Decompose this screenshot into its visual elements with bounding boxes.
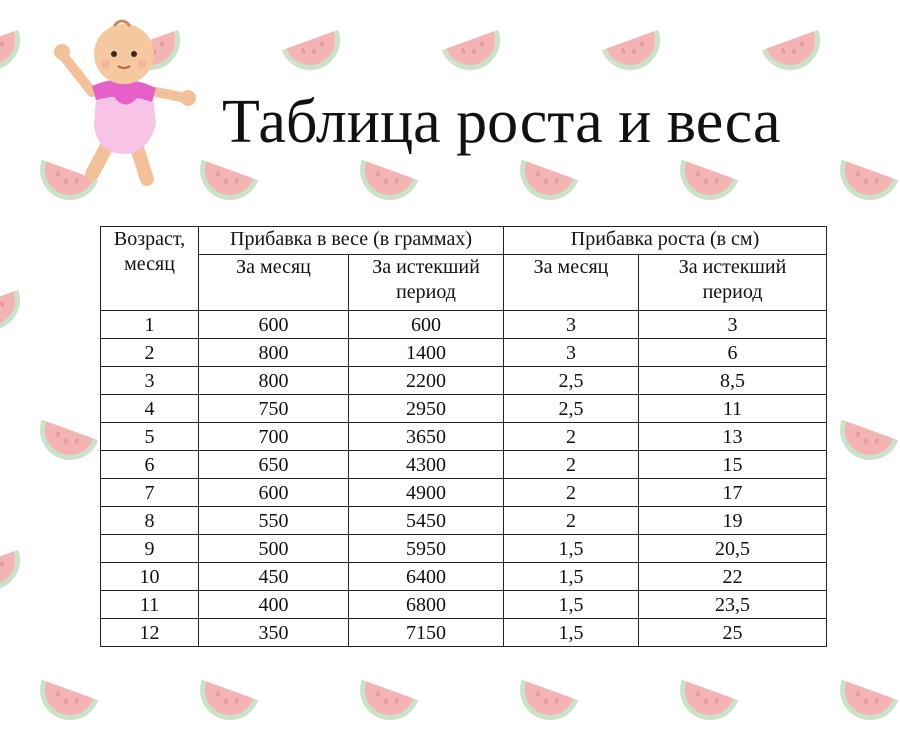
cell-age: 4 (101, 395, 199, 423)
watermelon-slice-icon (352, 680, 419, 729)
cell-weight-per-month: 750 (199, 395, 349, 423)
header-height-cumulative: За истекший период (639, 255, 827, 311)
watermelon-slice-icon (672, 680, 739, 729)
table-row (101, 619, 827, 647)
table-row (101, 395, 827, 423)
cell-weight-cumulative: 3650 (349, 423, 504, 451)
cell-weight-per-month: 650 (199, 451, 349, 479)
header-age: Возраст, месяц (101, 227, 199, 311)
cell-weight-cumulative: 5950 (349, 535, 504, 563)
header-weight-cumulative: За истекший период (349, 255, 504, 311)
watermelon-slice-icon (192, 680, 259, 729)
header-height-per-month: За месяц (504, 255, 639, 311)
cell-height-per-month: 1,5 (504, 591, 639, 619)
table-row (101, 563, 827, 591)
table-row (101, 507, 827, 535)
table-row (101, 591, 827, 619)
cell-height-cumulative: 13 (639, 423, 827, 451)
cell-height-cumulative: 25 (639, 619, 827, 647)
cell-age: 1 (101, 311, 199, 339)
watermelon-slice-icon (0, 290, 28, 339)
cell-age: 8 (101, 507, 199, 535)
header-weight-per-month: За месяц (199, 255, 349, 311)
watermelon-slice-icon (832, 160, 899, 209)
watermelon-slice-icon (282, 30, 349, 79)
cell-age: 12 (101, 619, 199, 647)
cell-height-per-month: 2 (504, 507, 639, 535)
table-row (101, 451, 827, 479)
watermelon-slice-icon (512, 160, 579, 209)
cell-height-cumulative: 3 (639, 311, 827, 339)
growth-weight-table (100, 226, 827, 647)
cell-height-per-month: 2 (504, 423, 639, 451)
cell-weight-cumulative: 6400 (349, 563, 504, 591)
cell-weight-cumulative: 1400 (349, 339, 504, 367)
watermelon-slice-icon (832, 680, 899, 729)
table-row (101, 535, 827, 563)
cell-weight-cumulative: 2950 (349, 395, 504, 423)
watermelon-slice-icon (832, 420, 899, 469)
watermelon-slice-icon (0, 30, 28, 79)
cell-height-per-month: 2 (504, 479, 639, 507)
cell-weight-per-month: 800 (199, 367, 349, 395)
watermelon-slice-icon (672, 160, 739, 209)
cell-weight-per-month: 700 (199, 423, 349, 451)
table-row (101, 367, 827, 395)
cell-weight-per-month: 350 (199, 619, 349, 647)
cell-height-cumulative: 11 (639, 395, 827, 423)
watermelon-slice-icon (602, 30, 669, 79)
watermelon-slice-icon (32, 680, 99, 729)
cell-weight-cumulative: 4300 (349, 451, 504, 479)
baby-icon (52, 14, 202, 189)
page-title: Таблица роста и веса (222, 88, 781, 156)
cell-weight-per-month: 600 (199, 479, 349, 507)
header-height-gain: Прибавка роста (в см) (504, 227, 827, 255)
cell-height-cumulative: 6 (639, 339, 827, 367)
cell-weight-cumulative: 7150 (349, 619, 504, 647)
cell-height-cumulative: 15 (639, 451, 827, 479)
cell-weight-cumulative: 2200 (349, 367, 504, 395)
watermelon-slice-icon (32, 420, 99, 469)
table-row (101, 311, 827, 339)
watermelon-slice-icon (0, 550, 28, 599)
cell-height-per-month: 2,5 (504, 395, 639, 423)
cell-weight-cumulative: 600 (349, 311, 504, 339)
cell-height-per-month: 3 (504, 311, 639, 339)
cell-age: 2 (101, 339, 199, 367)
watermelon-slice-icon (512, 680, 579, 729)
table-row (101, 479, 827, 507)
cell-height-per-month: 2,5 (504, 367, 639, 395)
cell-height-cumulative: 23,5 (639, 591, 827, 619)
table-row (101, 339, 827, 367)
watermelon-slice-icon (762, 30, 829, 79)
table-row (101, 423, 827, 451)
cell-age: 10 (101, 563, 199, 591)
growth-weight-table-container (100, 226, 826, 642)
cell-height-cumulative: 20,5 (639, 535, 827, 563)
cell-weight-per-month: 800 (199, 339, 349, 367)
cell-weight-per-month: 550 (199, 507, 349, 535)
cell-height-per-month: 3 (504, 339, 639, 367)
cell-height-cumulative: 19 (639, 507, 827, 535)
watermelon-slice-icon (352, 160, 419, 209)
cell-age: 9 (101, 535, 199, 563)
cell-age: 11 (101, 591, 199, 619)
cell-height-per-month: 1,5 (504, 619, 639, 647)
cell-weight-per-month: 600 (199, 311, 349, 339)
cell-weight-per-month: 400 (199, 591, 349, 619)
cell-weight-per-month: 450 (199, 563, 349, 591)
cell-weight-cumulative: 4900 (349, 479, 504, 507)
cell-height-cumulative: 22 (639, 563, 827, 591)
cell-age: 6 (101, 451, 199, 479)
cell-age: 5 (101, 423, 199, 451)
cell-height-cumulative: 8,5 (639, 367, 827, 395)
cell-height-per-month: 1,5 (504, 535, 639, 563)
cell-weight-cumulative: 6800 (349, 591, 504, 619)
cell-age: 7 (101, 479, 199, 507)
cell-weight-cumulative: 5450 (349, 507, 504, 535)
cell-height-cumulative: 17 (639, 479, 827, 507)
cell-height-per-month: 2 (504, 451, 639, 479)
watermelon-slice-icon (442, 30, 509, 79)
header-weight-gain: Прибавка в весе (в граммах) (199, 227, 504, 255)
cell-height-per-month: 1,5 (504, 563, 639, 591)
cell-age: 3 (101, 367, 199, 395)
cell-weight-per-month: 500 (199, 535, 349, 563)
